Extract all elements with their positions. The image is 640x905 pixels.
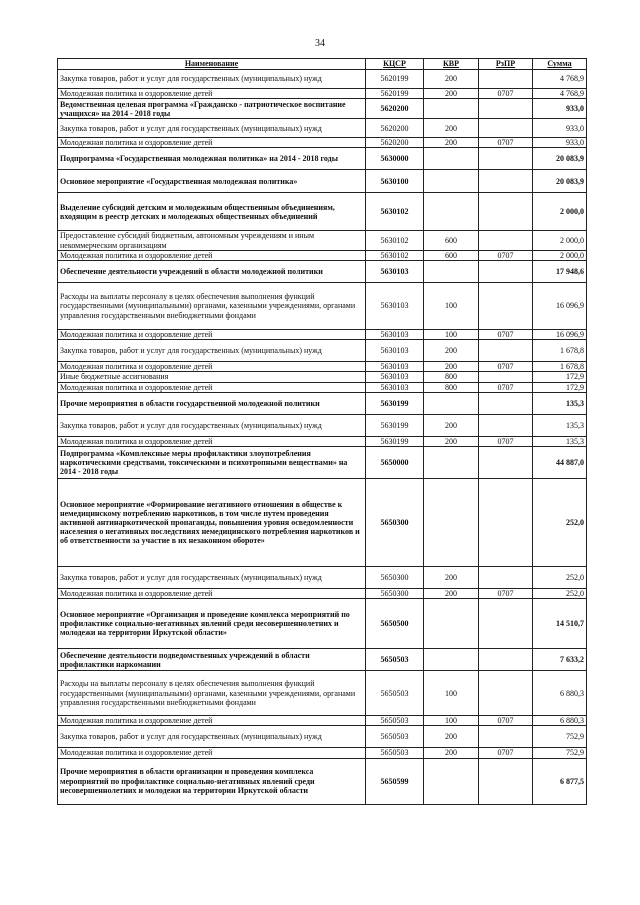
table-row (58, 436, 587, 446)
table-row (58, 148, 587, 170)
cell-name: Молодежная политика и оздоровление детей (58, 89, 366, 99)
cell-rzpr (479, 392, 533, 414)
cell-code: 5630103 (366, 382, 424, 392)
page-number: 34 (315, 38, 325, 49)
cell-sum: 14 510,7 (533, 599, 587, 649)
cell-kvr: 200 (424, 119, 479, 138)
cell-kvr: 200 (424, 726, 479, 748)
cell-kvr: 800 (424, 372, 479, 382)
cell-sum: 1 678,8 (533, 362, 587, 372)
cell-rzpr (479, 148, 533, 170)
cell-kvr: 600 (424, 231, 479, 250)
cell-kvr (424, 599, 479, 649)
cell-rzpr: 0707 (479, 589, 533, 599)
cell-kvr (424, 447, 479, 479)
cell-rzpr: 0707 (479, 716, 533, 726)
table-row (58, 372, 587, 382)
cell-code: 5620199 (366, 70, 424, 89)
cell-code: 5630103 (366, 362, 424, 372)
cell-kvr: 200 (424, 589, 479, 599)
cell-rzpr: 0707 (479, 436, 533, 446)
cell-rzpr (479, 340, 533, 362)
cell-sum: 752,9 (533, 726, 587, 748)
cell-kvr: 200 (424, 436, 479, 446)
table-row (58, 138, 587, 148)
cell-rzpr (479, 261, 533, 283)
cell-sum: 933,0 (533, 99, 587, 119)
cell-rzpr (479, 567, 533, 589)
cell-code: 5650503 (366, 726, 424, 748)
table-row (58, 479, 587, 567)
header-rzpr: РзПР (479, 59, 533, 70)
cell-kvr (424, 479, 479, 567)
cell-kvr: 200 (424, 340, 479, 362)
table-row (58, 283, 587, 330)
cell-code: 5630103 (366, 283, 424, 330)
cell-rzpr (479, 372, 533, 382)
cell-code: 5630102 (366, 193, 424, 231)
cell-rzpr (479, 283, 533, 330)
table-row (58, 99, 587, 119)
cell-sum: 135,3 (533, 392, 587, 414)
cell-sum: 752,9 (533, 748, 587, 758)
cell-name: Закупка товаров, работ и услуг для государственных (муниципальных) нужд (58, 726, 366, 748)
cell-sum: 933,0 (533, 138, 587, 148)
cell-name: Молодежная политика и оздоровление детей (58, 382, 366, 392)
cell-sum: 17 948,6 (533, 261, 587, 283)
cell-name: Основное мероприятие «Формирование негативного отношения в обществе к немедицинскому потреблению наркотиков, в том числе путем проведения активной антинаркотической пропаганды, повышения уровня осведомленности населения о негативных последствиях немедицинского потребления наркотиков и об ответственности за участие в их незаконном обороте» (58, 479, 366, 567)
cell-code: 5650503 (366, 671, 424, 716)
cell-name: Основное мероприятие «Организация и проведение комплекса мероприятий по профилактике социально-негативных явлений среди несовершеннолетних и молодежи на территории Иркутской области» (58, 599, 366, 649)
table-row (58, 567, 587, 589)
table-row (58, 716, 587, 726)
cell-rzpr: 0707 (479, 362, 533, 372)
cell-sum: 172,9 (533, 372, 587, 382)
cell-name: Закупка товаров, работ и услуг для государственных (муниципальных) нужд (58, 119, 366, 138)
cell-name: Основное мероприятие «Государственная молодежная политика» (58, 170, 366, 193)
table-row (58, 89, 587, 99)
cell-rzpr: 0707 (479, 89, 533, 99)
cell-kvr: 200 (424, 414, 479, 436)
cell-name: Выделение субсидий детским и молодежным общественным объединениям, входящим в реестр детских и молодежных общественных объединений (58, 193, 366, 231)
cell-code: 5630199 (366, 414, 424, 436)
cell-code: 5630100 (366, 170, 424, 193)
cell-sum: 2 000,0 (533, 250, 587, 260)
cell-name: Молодежная политика и оздоровление детей (58, 330, 366, 340)
table-row (58, 671, 587, 716)
cell-code: 5630000 (366, 148, 424, 170)
table-row (58, 250, 587, 260)
cell-kvr: 100 (424, 716, 479, 726)
cell-code: 5630103 (366, 340, 424, 362)
cell-name: Молодежная политика и оздоровление детей (58, 589, 366, 599)
cell-kvr: 100 (424, 330, 479, 340)
table-row (58, 193, 587, 231)
cell-rzpr: 0707 (479, 250, 533, 260)
cell-name: Обеспечение деятельности учреждений в области молодежной политики (58, 261, 366, 283)
cell-rzpr: 0707 (479, 330, 533, 340)
cell-name: Расходы на выплаты персоналу в целях обеспечения выполнения функций государственными (муниципальными) органами, казенными учреждениями, органами управления государственными внебюджетными фондами (58, 283, 366, 330)
table-row (58, 119, 587, 138)
cell-name: Молодежная политика и оздоровление детей (58, 716, 366, 726)
cell-kvr: 200 (424, 138, 479, 148)
cell-rzpr (479, 231, 533, 250)
cell-rzpr (479, 599, 533, 649)
cell-sum: 252,0 (533, 589, 587, 599)
cell-name: Молодежная политика и оздоровление детей (58, 250, 366, 260)
cell-kvr (424, 261, 479, 283)
cell-sum: 6 880,3 (533, 716, 587, 726)
cell-kvr: 800 (424, 382, 479, 392)
cell-code: 5620200 (366, 119, 424, 138)
table-row (58, 392, 587, 414)
cell-kvr: 100 (424, 671, 479, 716)
cell-code: 5630102 (366, 250, 424, 260)
cell-rzpr (479, 649, 533, 671)
header-name: Наименование (58, 59, 366, 70)
cell-name: Закупка товаров, работ и услуг для государственных (муниципальных) нужд (58, 70, 366, 89)
cell-rzpr (479, 758, 533, 804)
cell-sum: 6 877,5 (533, 758, 587, 804)
cell-code: 5630199 (366, 436, 424, 446)
cell-sum: 933,0 (533, 119, 587, 138)
cell-sum: 252,0 (533, 567, 587, 589)
cell-rzpr (479, 193, 533, 231)
cell-code: 5630103 (366, 261, 424, 283)
cell-name: Подпрограмма «Комплексные меры профилактики злоупотребления наркотическими средствами, токсическими и психотропными веществами» на 2014 - 2018 годы (58, 447, 366, 479)
cell-kvr: 200 (424, 362, 479, 372)
table-row (58, 748, 587, 758)
cell-kvr: 200 (424, 567, 479, 589)
cell-sum: 6 880,3 (533, 671, 587, 716)
table-row (58, 261, 587, 283)
cell-kvr (424, 758, 479, 804)
cell-kvr (424, 148, 479, 170)
cell-name: Обеспечение деятельности подведомственных учреждений в области профилактики наркомании (58, 649, 366, 671)
cell-name: Ведомственная целевая программа «Гражданско - патриотическое воспитание учащихся» на 2014 - 2018 годы (58, 99, 366, 119)
cell-kvr: 200 (424, 70, 479, 89)
cell-code: 5650500 (366, 599, 424, 649)
cell-name: Закупка товаров, работ и услуг для государственных (муниципальных) нужд (58, 567, 366, 589)
cell-code: 5620200 (366, 138, 424, 148)
cell-rzpr: 0707 (479, 382, 533, 392)
cell-sum: 7 633,2 (533, 649, 587, 671)
cell-name: Подпрограмма «Государственная молодежная политика» на 2014 - 2018 годы (58, 148, 366, 170)
cell-rzpr (479, 119, 533, 138)
cell-sum: 252,0 (533, 479, 587, 567)
cell-name: Прочие мероприятия в области государственной молодежной политики (58, 392, 366, 414)
cell-name: Молодежная политика и оздоровление детей (58, 362, 366, 372)
cell-rzpr: 0707 (479, 138, 533, 148)
cell-kvr (424, 99, 479, 119)
table-row (58, 362, 587, 372)
cell-code: 5650300 (366, 589, 424, 599)
cell-kvr (424, 649, 479, 671)
cell-code: 5650599 (366, 758, 424, 804)
table-row (58, 447, 587, 479)
cell-code: 5620199 (366, 89, 424, 99)
cell-name: Расходы на выплаты персоналу в целях обеспечения выполнения функций государственными (муниципальными) органами, казенными учреждениями, органами управления государственными внебюджетными фондами (58, 671, 366, 716)
cell-code: 5650503 (366, 748, 424, 758)
cell-code: 5630103 (366, 330, 424, 340)
table-row (58, 414, 587, 436)
cell-kvr (424, 193, 479, 231)
cell-rzpr (479, 414, 533, 436)
cell-name: Закупка товаров, работ и услуг для государственных (муниципальных) нужд (58, 414, 366, 436)
table-row (58, 170, 587, 193)
table-row (58, 330, 587, 340)
table-row (58, 231, 587, 250)
cell-kvr: 200 (424, 748, 479, 758)
cell-kvr (424, 392, 479, 414)
table-row (58, 649, 587, 671)
cell-code: 5650300 (366, 479, 424, 567)
cell-sum: 2 000,0 (533, 231, 587, 250)
cell-rzpr (479, 447, 533, 479)
table-row (58, 340, 587, 362)
cell-rzpr (479, 479, 533, 567)
table-row (58, 758, 587, 804)
header-kvr: КВР (424, 59, 479, 70)
cell-code: 5630199 (366, 392, 424, 414)
table-row (58, 726, 587, 748)
table-row (58, 382, 587, 392)
cell-code: 5630102 (366, 231, 424, 250)
cell-name: Молодежная политика и оздоровление детей (58, 436, 366, 446)
cell-code: 5650300 (366, 567, 424, 589)
cell-kvr: 100 (424, 283, 479, 330)
header-sum: Сумма (533, 59, 587, 70)
cell-sum: 20 083,9 (533, 170, 587, 193)
cell-kvr (424, 170, 479, 193)
cell-sum: 16 096,9 (533, 330, 587, 340)
cell-name: Иные бюджетные ассигнования (58, 372, 366, 382)
cell-name: Предоставление субсидий бюджетным, автономным учреждениям и иным некоммерческим организациям (58, 231, 366, 250)
table-row (58, 589, 587, 599)
cell-sum: 4 768,9 (533, 89, 587, 99)
cell-sum: 135,3 (533, 436, 587, 446)
cell-sum: 172,9 (533, 382, 587, 392)
cell-rzpr (479, 99, 533, 119)
cell-code: 5630103 (366, 372, 424, 382)
cell-kvr: 200 (424, 89, 479, 99)
cell-sum: 135,3 (533, 414, 587, 436)
table-body (58, 70, 587, 805)
cell-sum: 20 083,9 (533, 148, 587, 170)
cell-sum: 2 000,0 (533, 193, 587, 231)
cell-sum: 44 887,0 (533, 447, 587, 479)
cell-name: Закупка товаров, работ и услуг для государственных (муниципальных) нужд (58, 340, 366, 362)
cell-code: 5620200 (366, 99, 424, 119)
cell-name: Молодежная политика и оздоровление детей (58, 138, 366, 148)
cell-sum: 1 678,8 (533, 340, 587, 362)
cell-sum: 4 768,9 (533, 70, 587, 89)
cell-code: 5650000 (366, 447, 424, 479)
cell-name: Молодежная политика и оздоровление детей (58, 748, 366, 758)
cell-rzpr (479, 726, 533, 748)
cell-rzpr (479, 671, 533, 716)
cell-kvr: 600 (424, 250, 479, 260)
cell-sum: 16 096,9 (533, 283, 587, 330)
cell-code: 5650503 (366, 716, 424, 726)
cell-rzpr: 0707 (479, 748, 533, 758)
cell-rzpr (479, 170, 533, 193)
budget-table (57, 58, 587, 805)
table-header-row (58, 59, 587, 70)
header-code: КЦСР (366, 59, 424, 70)
cell-name: Прочие мероприятия в области организации и проведения комплекса мероприятий по профилактике социально-негативных явлений среди несовершеннолетних и молодежи на территории Иркутской области (58, 758, 366, 804)
table-row (58, 70, 587, 89)
cell-rzpr (479, 70, 533, 89)
table-row (58, 599, 587, 649)
cell-code: 5650503 (366, 649, 424, 671)
